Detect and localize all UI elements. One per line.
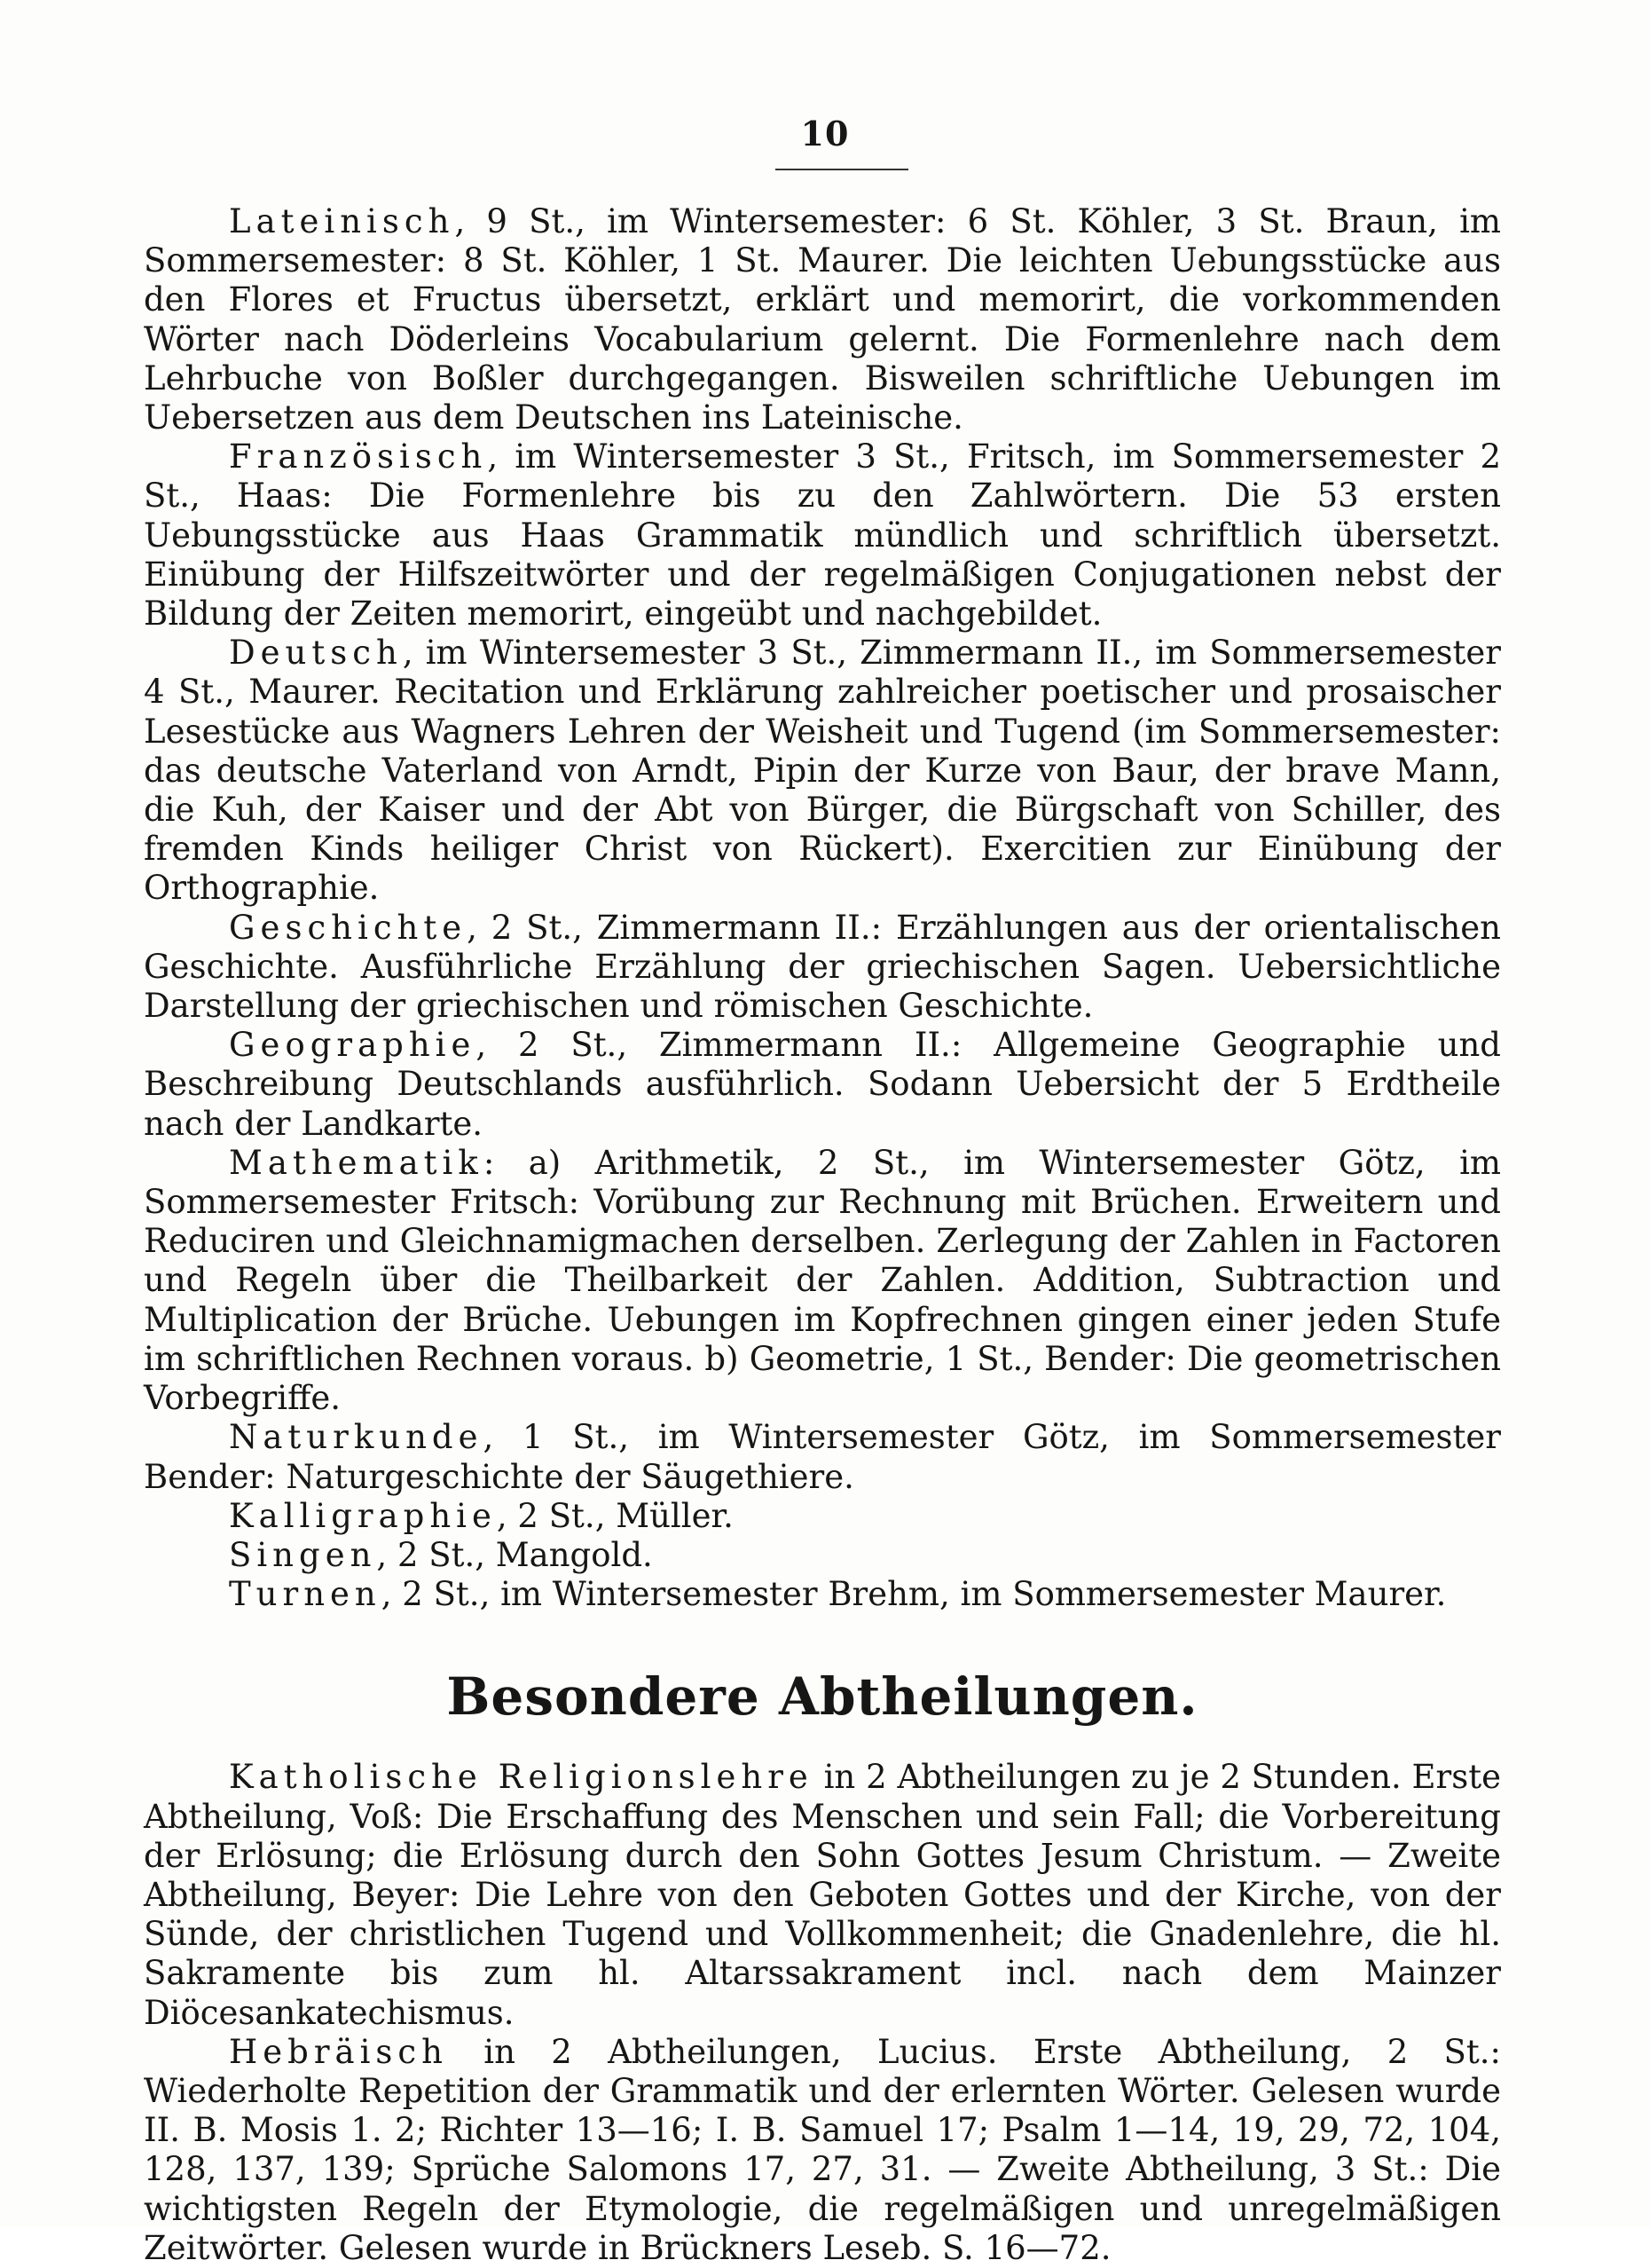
paragraph-hebrew: [144, 2033, 1501, 2268]
paragraph-catholic-religion: [144, 1758, 1501, 2032]
subject-title: Geschichte: [229, 908, 468, 947]
paragraph-gymnastics: [144, 1575, 1501, 1614]
paragraph-text: , 1 St., im Wintersemester Götz, im Sommersemester Bender: Naturgeschichte der Säugethiere.: [144, 1418, 1501, 1496]
paragraph-geography: [144, 1026, 1501, 1144]
paragraph-text: : a) Arithmetik, 2 St., im Wintersemester Götz, im Sommersemester Fritsch: Vorübung zur Rechnung mit Brüchen. Erweitern und Reduciren und Gleichnamigmachen derselben. Zerlegung der Zahlen in Factoren und Regeln über die Theilbarkeit der Zahlen. Addition, Subtraction und Multiplication der Brüche. Uebungen im Kopfrechnen gingen einer jeden Stufe im schriftlichen Rechnen voraus. b) Geometrie, 1 St., Bender: Die geometrischen Vorbegriffe.: [144, 1143, 1501, 1418]
page-number-rule: [775, 169, 908, 170]
subject-title: Turnen: [229, 1575, 381, 1614]
subject-title: Singen: [229, 1535, 377, 1574]
subject-title: Mathematik: [229, 1143, 483, 1182]
subject-title: Naturkunde: [229, 1418, 483, 1457]
paragraph-history: [144, 909, 1501, 1027]
page-number: 10: [800, 114, 850, 154]
subject-title: Geographie: [229, 1026, 476, 1065]
paragraph-text: in 2 Abtheilungen zu je 2 Stunden. Erste Abtheilung, Voß: Die Erschaffung des Menschen und sein Fall; die Vorbereitung der Erlösung; die Erlösung durch den Sohn Gottes Jesum Christum. — Zweite Abtheilung, Beyer: Die Lehre von den Geboten Gottes und der Kirche, von der Sünde, der christlichen Tugend und Vollkommenheit; die Gnadenlehre, die hl. Sakramente bis zum hl. Altarssakrament incl. nach dem Mainzer Diöcesankatechismus.: [144, 1758, 1501, 2032]
subject-title: Deutsch: [229, 634, 403, 673]
paragraph-latin: [144, 202, 1501, 437]
paragraph-natural-science: [144, 1418, 1501, 1496]
paragraph-singing: [144, 1536, 1501, 1575]
paragraph-mathematics: [144, 1144, 1501, 1418]
subject-title: Kalligraphie: [229, 1496, 497, 1535]
paragraph-text: , im Wintersemester 3 St., Zimmermann II., im Sommersemester 4 St., Maurer. Recitation und Erklärung zahlreicher poetischer und prosaischer Lesestücke aus Wagners Lehren der Weisheit und Tugend (im Sommersemester: das deutsche Vaterland von Arndt, Pipin der Kurze von Baur, der brave Mann, die Kuh, der Kaiser und der Abt von Bürger, die Bürgschaft von Schiller, des fremden Kinds heiliger Christ von Rückert). Exercitien zur Einübung der Orthographie.: [144, 634, 1501, 908]
paragraph-calligraphy: [144, 1497, 1501, 1536]
paragraph-text: , 2 St., Zimmermann II.: Erzählungen aus der orientalischen Geschichte. Ausführliche Erzählung der griechischen Sagen. Uebersichtliche Darstellung der griechischen und römischen Geschichte.: [144, 908, 1501, 1026]
paragraph-text: , 2 St., im Wintersemester Brehm, im Sommersemester Maurer.: [381, 1575, 1447, 1614]
subject-title: Lateinisch: [229, 202, 455, 240]
subject-title: Katholische Religionslehre: [229, 1758, 813, 1797]
paragraph-french: [144, 437, 1501, 634]
paragraph-text: , im Wintersemester 3 St., Fritsch, im Sommersemester 2 St., Haas: Die Formenlehre bis zu den Zahlwörtern. Die 53 ersten Uebungsstücke aus Haas Grammatik mündlich und schriftlich übersetzt. Einübung der Hilfszeitwörter und der regelmäßigen Conjugationen nebst der Bildung der Zeiten memorirt, eingeübt und nachgebildet.: [144, 437, 1501, 634]
paragraph-text: in 2 Abtheilungen, Lucius. Erste Abtheilung, 2 St.: Wiederholte Repetition der Grammatik und der erlernten Wörter. Gelesen wurde II. B. Mosis 1. 2; Richter 13—16; I. B. Samuel 17; Psalm 1—14, 19, 29, 72, 104, 128, 137, 139; Sprüche Salomons 17, 27, 31. — Zweite Abtheilung, 3 St.: Die wichtigsten Regeln der Etymologie, die regelmäßigen und unregelmäßigen Zeitwörter. Gelesen wurde in Brückners Leseb. S. 16—72.: [144, 2032, 1501, 2267]
subject-title: Hebräisch: [229, 2032, 448, 2071]
subject-title: Französisch: [229, 437, 488, 476]
paragraph-text: , 2 St., Zimmermann II.: Allgemeine Geographie und Beschreibung Deutschlands ausführlich. Sodann Uebersicht der 5 Erdtheile nach der Landkarte.: [144, 1026, 1501, 1143]
page-body: [144, 202, 1501, 2268]
paragraph-text: , 9 St., im Wintersemester: 6 St. Köhler, 3 St. Braun, im Sommersemester: 8 St. Köhler, 1 St. Maurer. Die leichten Uebungsstücke aus den Flores et Fructus übersetzt, erklärt und memorirt, die vorkommenden Wörter nach Döderleins Vocabularium gelernt. Die Formenlehre nach dem Lehrbuche von Boßler durchgegangen. Bisweilen schriftliche Uebungen im Uebersetzen aus dem Deutschen ins Lateinische.: [144, 202, 1501, 437]
section-heading: Besondere Abtheilungen.: [446, 1666, 1198, 1728]
paragraph-german: [144, 634, 1501, 908]
paragraph-text: , 2 St., Mangold.: [376, 1535, 653, 1574]
paragraph-text: , 2 St., Müller.: [496, 1496, 734, 1535]
